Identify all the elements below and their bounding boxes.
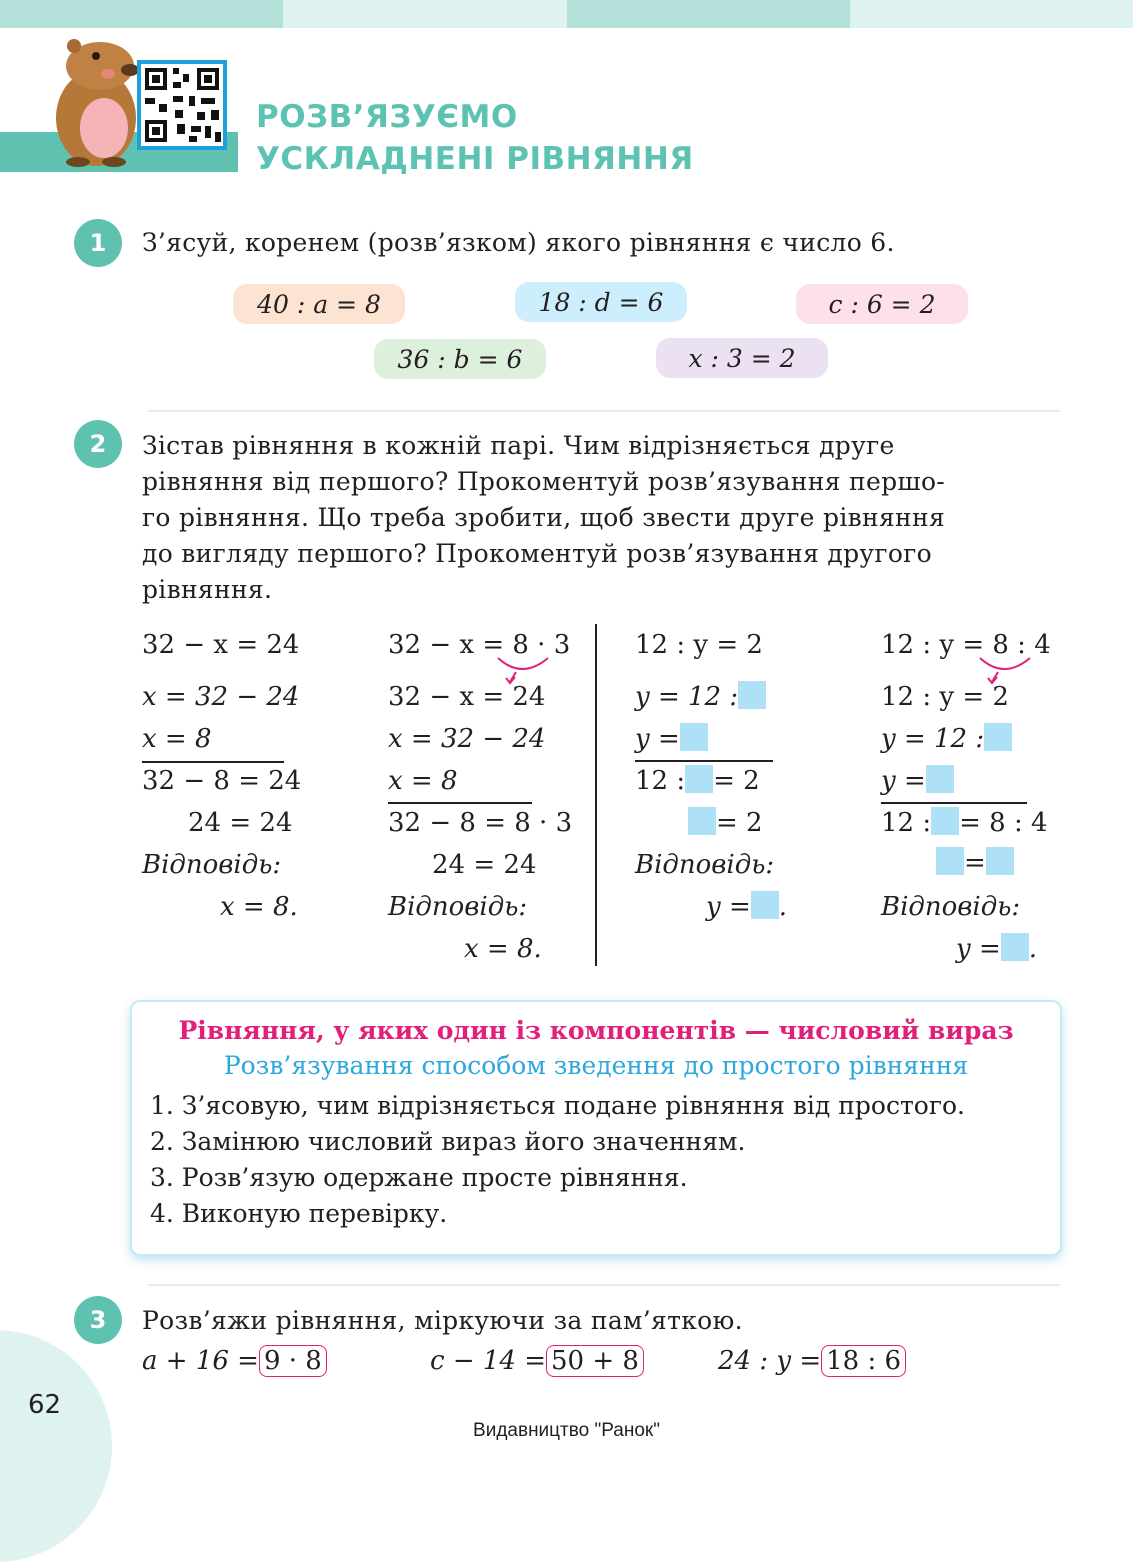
answer-value: x = 8. [464, 934, 542, 964]
equation-line: 24 = 24 [188, 808, 293, 838]
title-line: РОЗВ’ЯЗУЄМО [256, 99, 518, 135]
expr-text: y = [635, 724, 680, 754]
text-line: рівняння. [142, 575, 273, 604]
answer-label: Відповідь: [635, 850, 775, 880]
text-line: Зістав рівняння в кожній парі. Чим відрізняється друге [142, 431, 895, 460]
text-line: до вигляду першого? Прокоментуй розв’язування другого [142, 539, 932, 568]
blank-box[interactable] [688, 807, 716, 835]
text-line: го рівняння. Що треба зробити, щоб звести друге рівняння [142, 503, 946, 532]
equation-line: 12 : y = 2 [881, 682, 1009, 712]
answer-label: Відповідь: [388, 892, 528, 922]
answer-value: y = . [956, 934, 1038, 964]
column-divider [595, 624, 597, 966]
answer-label: Відповідь: [881, 892, 1021, 922]
blank-box[interactable] [1001, 933, 1029, 961]
publisher-footer: Видавництво "Ранок" [473, 1420, 660, 1441]
task3-text: Розв’яжи рівняння, міркуючи за пам’яткою. [142, 1306, 743, 1335]
expr-text: 12 : [881, 808, 932, 838]
equation-line: x = 32 − 24 [142, 682, 300, 712]
qr-code-icon[interactable] [137, 60, 227, 150]
expr-text: = 2 [716, 808, 763, 838]
title-line: УСКЛАДНЕНІ РІВНЯННЯ [256, 141, 694, 177]
page-corner-decoration [0, 1330, 112, 1562]
expr-text: = [964, 848, 986, 878]
equation-line: 32 − 8 = 8 · 3 [388, 808, 573, 838]
blank-box[interactable] [685, 765, 713, 793]
equation-line: 32 − x = 24 [388, 682, 546, 712]
equation-line: x = 32 − 24 [388, 724, 546, 754]
top-bar-segment [0, 0, 283, 28]
section-divider [148, 410, 1060, 412]
equation-line: 32 − 8 = 24 [142, 766, 302, 796]
equation-line [688, 802, 763, 844]
equation-pill: x : 3 = 2 [656, 338, 828, 378]
answer-value: x = 8. [220, 892, 298, 922]
equation-pill: 18 : d = 6 [515, 282, 687, 322]
memo-step: 1. З’ясовую, чим відрізняється подане рівняння від простого. [150, 1091, 965, 1120]
equation-pill: 36 : b = 6 [374, 339, 546, 379]
text-line: рівняння від першого? Прокоментуй розв’язування першо- [142, 467, 946, 496]
expr-text: y = 12 : [881, 724, 985, 754]
page-number: 62 [28, 1390, 62, 1420]
expr-text: 12 : [635, 766, 686, 796]
blank-box[interactable] [926, 765, 954, 793]
boxed-expression: 18 : 6 [821, 1345, 906, 1377]
equation-line [881, 760, 954, 802]
equation-line: x = 8 [388, 766, 458, 796]
expr-text: y = [956, 934, 1001, 964]
boxed-expression: 50 + 8 [546, 1345, 644, 1377]
equation-line [635, 718, 708, 760]
equation-line [881, 802, 1048, 844]
equation-line [881, 718, 1012, 760]
equation-line: 32 − x = 24 [142, 630, 300, 660]
equation-line [142, 1340, 327, 1382]
top-bar-segment [283, 0, 567, 28]
answer-value: y = . [706, 892, 788, 922]
blank-box[interactable] [738, 681, 766, 709]
expr-text: a + 16 = [142, 1346, 259, 1376]
task2-text [142, 428, 945, 608]
equation-pill: c : 6 = 2 [796, 284, 968, 324]
memo-heading: Рівняння, у яких один із компонентів — числовий вираз [178, 1016, 1014, 1045]
memo-box [130, 1000, 1062, 1256]
equation-line [635, 676, 766, 718]
answer-label: Відповідь: [142, 850, 282, 880]
expr-text: y = [706, 892, 751, 922]
equation-line [430, 1340, 644, 1382]
capybara-mascot-icon [48, 36, 143, 168]
task-number-badge: 3 [74, 1296, 122, 1344]
memo-step: 4. Виконую перевірку. [150, 1199, 448, 1228]
memo-steps [150, 1088, 1060, 1232]
task-number-badge: 1 [74, 219, 122, 267]
equation-pill: 40 : a = 8 [233, 284, 405, 324]
blank-box[interactable] [931, 807, 959, 835]
equation-line: 24 = 24 [432, 850, 537, 880]
memo-step: 3. Розв’язую одержане просте рівняння. [150, 1163, 688, 1192]
expr-text: = 8 : 4 [959, 808, 1048, 838]
equation-line [936, 842, 1014, 884]
blank-box[interactable] [986, 847, 1014, 875]
expr-text: y = [881, 766, 926, 796]
memo-step: 2. Замінюю числовий вираз його значенням. [150, 1127, 746, 1156]
expr-text: = 2 [713, 766, 760, 796]
blank-box[interactable] [984, 723, 1012, 751]
blank-box[interactable] [936, 847, 964, 875]
task1-text: З’ясуй, коренем (розв’язком) якого рівняння є число 6. [142, 228, 895, 257]
page-title [256, 96, 694, 180]
equation-line: 12 : y = 2 [635, 630, 763, 660]
equation-line [718, 1340, 906, 1382]
blank-box[interactable] [751, 891, 779, 919]
equation-line [635, 760, 760, 802]
equation-line: 32 − x = 8 · 3 [388, 630, 571, 660]
expr-text: c − 14 = [430, 1346, 547, 1376]
boxed-expression: 9 · 8 [259, 1345, 327, 1377]
expr-text: y = 12 : [635, 682, 739, 712]
section-divider [148, 1284, 1060, 1286]
expr-text: 24 : y = [718, 1346, 822, 1376]
memo-subheading: Розв’язування способом зведення до простого рівняння [223, 1051, 969, 1080]
top-bar-segment [567, 0, 850, 28]
top-bar-segment [850, 0, 1133, 28]
blank-box[interactable] [680, 723, 708, 751]
task-number-badge: 2 [74, 420, 122, 468]
equation-line: x = 8 [142, 724, 212, 754]
equation-line: 12 : y = 8 : 4 [881, 630, 1051, 660]
